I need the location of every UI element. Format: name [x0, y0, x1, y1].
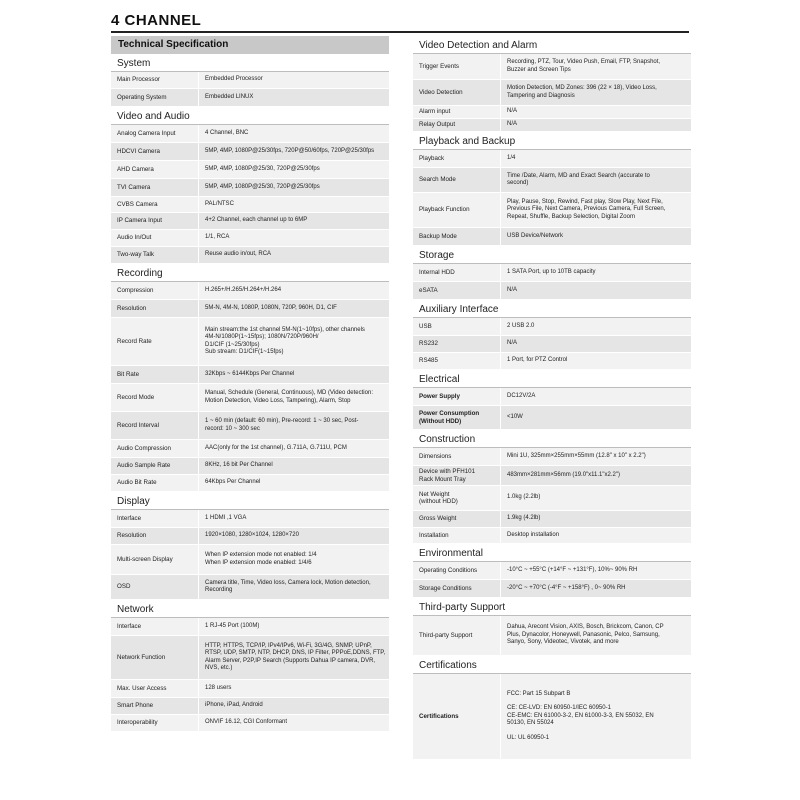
spec-row [111, 161, 389, 179]
spec-table-system [111, 72, 389, 107]
spec-value: 5MP, 4MP, 1080P@25/30, 720P@25/30fps [205, 183, 320, 190]
spec-label: Power Consumption (Without HDD) [413, 406, 501, 429]
spec-label: eSATA [413, 282, 501, 299]
section-heading-recording: Recording [111, 264, 389, 282]
spec-label: Relay Output [413, 119, 501, 131]
spec-label: Trigger Events [413, 54, 501, 79]
spec-value: iPhone, iPad, Android [205, 702, 263, 709]
spec-row [413, 119, 691, 132]
spec-value: PAL/NTSC [205, 200, 234, 207]
spec-row [111, 213, 389, 230]
spec-label: Resolution [111, 528, 199, 544]
spec-label: Installation [413, 528, 501, 543]
spec-row [111, 545, 389, 575]
spec-value: 1 RJ-45 Port (100M) [205, 622, 260, 629]
spec-value: Motion Detection, MD Zones: 396 (22 × 18), Video Loss, Tampering and Diagnosis [507, 85, 657, 99]
spec-row [413, 264, 691, 282]
spec-row [111, 618, 389, 636]
spec-table-certifications [413, 674, 691, 760]
spec-row [111, 636, 389, 680]
spec-label: OSD [111, 575, 199, 599]
section-heading-display: Display [111, 492, 389, 510]
spec-row [111, 89, 389, 107]
spec-label: Gross Weight [413, 511, 501, 527]
spec-table-environmental [413, 562, 691, 598]
spec-value: 5MP, 4MP, 1080P@25/30, 720P@25/30fps [205, 165, 320, 172]
spec-label: TVI Camera [111, 179, 199, 196]
spec-value: Dahua, Arecont Vision, AXIS, Bosch, Brickcom, Canon, CP Plus, Dynacolor, Honeywell, Panasonic, Pelco, Samsung, Sanyo, Sony, Videotec, Vivotek, and more [507, 624, 664, 646]
spec-label: Analog Camera Input [111, 125, 199, 142]
section-heading-construction: Construction [413, 430, 691, 448]
spec-row [111, 247, 389, 264]
spec-table-electrical [413, 388, 691, 430]
spec-value: Mini 1U, 325mm×255mm×55mm (12.8" x 10" x 2.2") [507, 452, 646, 459]
spec-label: Audio Sample Rate [111, 458, 199, 474]
spec-table-recording [111, 282, 389, 492]
section-heading-certifications: Certifications [413, 656, 691, 674]
spec-label: Third-party Support [413, 616, 501, 655]
spec-row [413, 318, 691, 336]
spec-value: 1 ~ 60 min (default: 60 min), Pre-record: 1 ~ 30 sec, Post- record: 10 ~ 300 sec [205, 418, 359, 432]
spec-value: -20°C ~ +70°C (-4°F ~ +158°F) , 0~ 90% RH [507, 584, 626, 591]
spec-value: 8KHz, 16 bit Per Channel [205, 462, 273, 469]
spec-value: 1 HDMI ,1 VGA [205, 514, 247, 521]
spec-row [111, 440, 389, 458]
spec-value: AAC(only for the 1st channel), G.711A, G.711U, PCM [205, 444, 347, 451]
spec-value: Camera title, Time, Video loss, Camera lock, Motion detection, Recording [205, 579, 371, 593]
spec-row [413, 528, 691, 544]
section-heading-third-party-support: Third-party Support [413, 598, 691, 616]
spec-row [413, 562, 691, 580]
spec-label: Compression [111, 282, 199, 299]
spec-row [413, 486, 691, 511]
spec-row [111, 179, 389, 197]
spec-row [413, 193, 691, 228]
spec-row [111, 715, 389, 732]
spec-value: 1920×1080, 1280×1024, 1280×720 [205, 532, 299, 539]
page-title: 4 CHANNEL [111, 12, 202, 29]
title-divider [111, 31, 689, 33]
spec-row [413, 54, 691, 80]
spec-value: Play, Pause, Stop, Rewind, Fast play, Slow Play, Next File, Previous File, Next Camera, Previous Camera, Full Screen, Repeat, Shuffle, Backup Selection, Digital Zoom [507, 198, 666, 220]
spec-value: Reuse audio in/out, RCA [205, 251, 272, 258]
spec-row [413, 448, 691, 466]
spec-label: Interface [111, 618, 199, 635]
spec-table-auxiliary-interface [413, 318, 691, 370]
spec-label: Record Rate [111, 318, 199, 365]
spec-label: Certifications [413, 674, 501, 759]
spec-label: Search Mode [413, 168, 501, 192]
spec-label: Two-way Talk [111, 247, 199, 263]
spec-row [413, 80, 691, 106]
spec-row [413, 616, 691, 656]
spec-row [413, 674, 691, 760]
spec-row [413, 511, 691, 528]
section-heading-network: Network [111, 600, 389, 618]
spec-label: Max. User Access [111, 680, 199, 697]
spec-table-construction [413, 448, 691, 544]
spec-row [111, 384, 389, 412]
technical-specification-header: Technical Specification [111, 36, 389, 54]
spec-label: Multi-screen Display [111, 545, 199, 574]
spec-label: Resolution [111, 300, 199, 317]
right-spec-column [413, 36, 691, 760]
spec-row [413, 388, 691, 406]
spec-row [111, 475, 389, 492]
spec-row [111, 528, 389, 545]
spec-label: Record Mode [111, 384, 199, 411]
spec-value: Embedded Processor [205, 76, 263, 83]
spec-label: Audio Compression [111, 440, 199, 457]
section-heading-video-detection-and-alarm: Video Detection and Alarm [413, 36, 691, 54]
spec-label: Operating Conditions [413, 562, 501, 579]
spec-row [413, 106, 691, 119]
section-heading-auxiliary-interface: Auxiliary Interface [413, 300, 691, 318]
spec-value: Manual, Schedule (General, Continuous), MD (Video detection: Motion Detection, Video Loss, Tampering), Alarm, Stop [205, 390, 373, 404]
spec-value: H.265+/H.265/H.264+/H.264 [205, 286, 282, 293]
spec-label: CVBS Camera [111, 197, 199, 212]
spec-label: Video Detection [413, 80, 501, 105]
spec-value: 128 users [205, 684, 232, 691]
spec-label: Interface [111, 510, 199, 527]
spec-value: <10W [507, 413, 523, 420]
spec-label: AHD Camera [111, 161, 199, 178]
spec-label: IP Camera Input [111, 213, 199, 229]
spec-label: RS232 [413, 336, 501, 352]
spec-label: Backup Mode [413, 228, 501, 245]
spec-value: 1.9kg (4.2lb) [507, 515, 541, 522]
spec-row [111, 197, 389, 213]
spec-value: N/A [507, 340, 518, 347]
spec-row [413, 282, 691, 300]
spec-label: Power Supply [413, 388, 501, 405]
spec-value: HTTP, HTTPS, TCP/IP, IPv4/IPv6, Wi-Fi, 3G/4G, SNMP, UPnP, RTSP, UDP, SMTP, NTP, DHCP, DNS, IP Filter, PPPoE,DDNS, FTP, Alarm Server, P2P,IP Search (Supports Dahua IP camera, DVR, NVS, etc.) [205, 642, 386, 671]
section-heading-electrical: Electrical [413, 370, 691, 388]
spec-label: Interoperability [111, 715, 199, 731]
spec-row [413, 580, 691, 598]
spec-label: Network Function [111, 636, 199, 679]
spec-row [111, 680, 389, 698]
spec-value: 32Kbps ~ 6144Kbps Per Channel [205, 370, 295, 377]
spec-value: N/A [507, 286, 518, 293]
spec-label: RS485 [413, 353, 501, 369]
section-heading-system: System [111, 54, 389, 72]
spec-row [111, 318, 389, 366]
spec-label: Main Processor [111, 72, 199, 88]
spec-value: USB Device/Network [507, 232, 564, 239]
spec-row [111, 366, 389, 384]
spec-value: DC12V/2A [507, 392, 536, 399]
spec-value: 1/4 [507, 154, 516, 161]
spec-row [413, 228, 691, 246]
spec-value: 4+2 Channel, each channel up to 6MP [205, 217, 308, 224]
spec-row [111, 230, 389, 247]
spec-value: -10°C ~ +55°C (+14°F ~ +131°F), 10%~ 90% RH [507, 566, 638, 573]
spec-row [111, 282, 389, 300]
spec-value: 4 Channel, BNC [205, 129, 249, 136]
spec-row [413, 466, 691, 486]
spec-label: HDCVI Camera [111, 143, 199, 160]
spec-value: 2 USB 2.0 [507, 322, 535, 329]
spec-value: N/A [507, 121, 518, 128]
spec-value: Time /Date, Alarm, MD and Exact Search (accurate to second) [507, 172, 650, 186]
section-heading-storage: Storage [413, 246, 691, 264]
spec-table-storage [413, 264, 691, 300]
spec-row [413, 168, 691, 193]
spec-value: 1 SATA Port, up to 10TB capacity [507, 268, 596, 275]
spec-value: ONVIF 16.12, CGI Conformant [205, 719, 288, 726]
spec-label: Storage Conditions [413, 580, 501, 597]
spec-row [413, 406, 691, 430]
spec-row [111, 510, 389, 528]
spec-row [413, 150, 691, 168]
spec-row [111, 458, 389, 475]
spec-row [413, 336, 691, 353]
spec-label: Alarm input [413, 106, 501, 118]
spec-value: 1/1, RCA [205, 234, 230, 241]
spec-label: Operating System [111, 89, 199, 106]
spec-value: 1 Port, for PTZ Control [507, 357, 568, 364]
spec-row [111, 125, 389, 143]
section-heading-video-and-audio: Video and Audio [111, 107, 389, 125]
section-heading-environmental: Environmental [413, 544, 691, 562]
spec-label: Audio In/Out [111, 230, 199, 246]
spec-value: N/A [507, 108, 518, 115]
spec-table-network [111, 618, 389, 732]
spec-table-display [111, 510, 389, 600]
spec-table-playback-and-backup [413, 150, 691, 246]
spec-table-video-detection-and-alarm [413, 54, 691, 132]
spec-table-third-party-support [413, 616, 691, 656]
spec-label: Net Weight (without HDD) [413, 486, 501, 510]
spec-value: 5MP, 4MP, 1080P@25/30fps, 720P@50/60fps, 720P@25/30fps [205, 147, 375, 154]
spec-label: Device with PFH101 Rack Mount Tray [413, 466, 501, 485]
spec-label: Internal HDD [413, 264, 501, 281]
spec-table-video-and-audio [111, 125, 389, 264]
spec-label: Smart Phone [111, 698, 199, 714]
spec-value: Embedded LINUX [205, 93, 254, 100]
spec-label: Audio Bit Rate [111, 475, 199, 491]
spec-value: Main stream:the 1st channel 5M-N(1~10fps), other channels 4M-N/1080P(1~15fps); 1080N/720P/960H/ D1/CIF (1~25/30fps) Sub stream: D1/CIF(1~15fps) [205, 326, 365, 355]
spec-label: Playback Function [413, 193, 501, 227]
spec-value: When IP extension mode not enabled: 1/4 When IP extension mode enabled: 1/4/6 [205, 552, 317, 566]
spec-row [111, 143, 389, 161]
spec-label: Record Interval [111, 412, 199, 439]
spec-label: Playback [413, 150, 501, 167]
spec-row [111, 575, 389, 600]
spec-value: 64Kbps Per Channel [205, 479, 261, 486]
spec-value: 1.0kg (2.2lb) [507, 494, 541, 501]
spec-value: Recording, PTZ, Tour, Video Push, Email, FTP, Snapshot, Buzzer and Screen Tips [507, 59, 661, 73]
spec-value: 5M-N, 4M-N, 1080P, 1080N, 720P, 960H, D1, CIF [205, 304, 337, 311]
section-heading-playback-and-backup: Playback and Backup [413, 132, 691, 150]
spec-value: 483mm×281mm×56mm (19.0"x11.1"x2.2") [507, 471, 620, 478]
spec-label: USB [413, 318, 501, 335]
left-spec-column [111, 36, 389, 732]
spec-value: FCC: Part 15 Subpart B CE: CE-LVD: EN 60950-1/IEC 60950-1 CE-EMC: EN 61000-3-2, EN 61000-3-3, EN 55032, EN 50130, EN 55024 UL: UL 60950-1 [507, 690, 654, 742]
spec-row [111, 698, 389, 715]
spec-row [111, 72, 389, 89]
spec-row [111, 412, 389, 440]
spec-row [413, 353, 691, 370]
spec-label: Dimensions [413, 448, 501, 465]
spec-value: Desktop installation [507, 531, 560, 538]
spec-label: Bit Rate [111, 366, 199, 383]
spec-row [111, 300, 389, 318]
